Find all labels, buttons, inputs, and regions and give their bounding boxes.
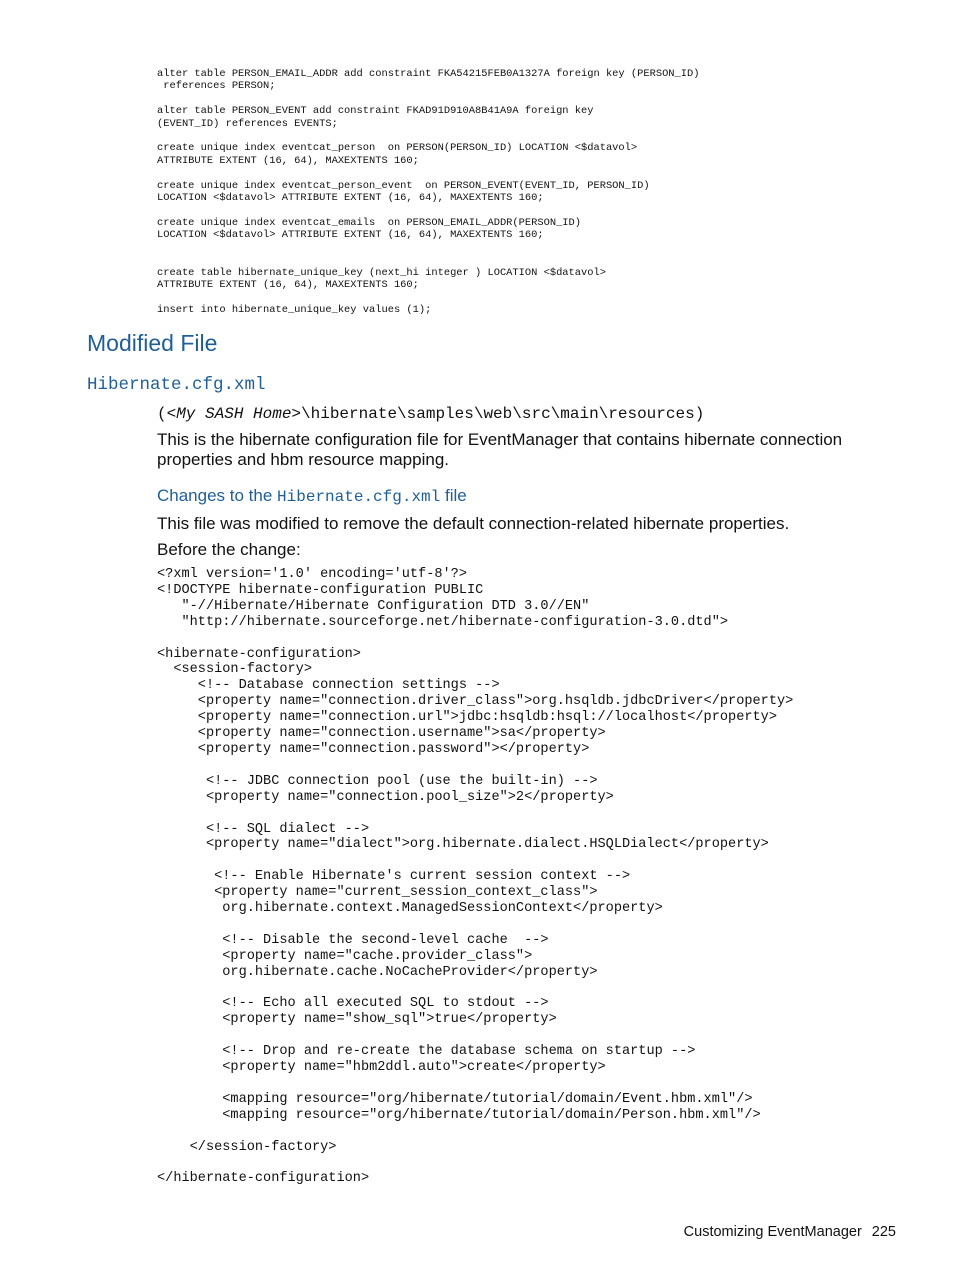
file-description: This is the hibernate configuration file for EventManager that contains hibernate connection properties and hbm resource mapping. bbox=[157, 430, 843, 469]
sql-code-block: alter table PERSON_EMAIL_ADDR add constraint FKA54215FEB0A1327A foreign key (PERSON_ID) references PERSON; alter table PERSON_EVENT add constraint FKAD91D910A8B41A9A foreign key (EVENT_ID) references EVENTS; create unique index eventcat_person on PERSON(PERSON_ID) LOCATION <$datavol> ATTRIBUTE EXTENT (16, 64), MAXEXTENTS 160; create unique index eventcat_person_event on PERSON_EVENT(EVENT_ID, PERSON_ID) LOCATION <$datavol> ATTRIBUTE EXTENT (16, 64), MAXEXTENTS 160; create unique index eventcat_emails on PERSON_EMAIL_ADDR(PERSON_ID) LOCATION <$datavol> ATTRIBUTE EXTENT (16, 64), MAXEXTENTS 160; create table hibernate_unique_key (next_hi integer ) LOCATION <$datavol> ATTRIBUTE EXTENT (16, 64), MAXEXTENTS 160; insert into hibernate_unique_key values (1); bbox=[157, 68, 700, 316]
changes-description: This file was modified to remove the default connection-related hibernate properties. bbox=[157, 514, 790, 533]
changes-heading bbox=[157, 485, 467, 508]
path-home: My SASH Home bbox=[176, 405, 292, 423]
changes-heading-prefix: Changes to the bbox=[157, 486, 278, 505]
footer-page-number: 225 bbox=[871, 1224, 896, 1240]
file-path bbox=[157, 404, 704, 424]
footer-chapter: Customizing EventManager bbox=[683, 1224, 862, 1240]
file-heading: Hibernate.cfg.xml bbox=[87, 375, 266, 395]
changes-heading-suffix: file bbox=[440, 486, 467, 505]
changes-heading-file: Hibernate.cfg.xml bbox=[277, 488, 441, 506]
path-open: (< bbox=[157, 405, 177, 423]
xml-code-block: <?xml version='1.0' encoding='utf-8'?> <!DOCTYPE hibernate-configuration PUBLIC "-//Hibernate/Hibernate Configuration DTD 3.0//EN" "http://hibernate.sourceforge.net/hibernate-configuration-3.0.dtd"> <hibernate-configuration> <session-factory> <!-- Database connection settings --> <property name="connection.driver_class">org.hsqldb.jdbcDriver</property> <property name="connection.url">jdbc:hsqldb:hsql://localhost</property> <property name="connection.username">sa</property> <property name="connection.password"></property> <!-- JDBC connection pool (use the built-in) --> <property name="connection.pool_size">2</property> <!-- SQL dialect --> <property name="dialect">org.hibernate.dialect.HSQLDialect</property> <!-- Enable Hibernate's current session context --> <property name="current_session_context_class"> org.hibernate.context.ManagedSessionContext</property> <!-- Disable the second-level cache --> <property name="cache.provider_class"> org.hibernate.cache.NoCacheProvider</property> <!-- Echo all executed SQL to stdout --> <property name="show_sql">true</property> <!-- Drop and re-create the database schema on startup --> <property name="hbm2ddl.auto">create</property> <mapping resource="org/hibernate/tutorial/domain/Event.hbm.xml"/> <mapping resource="org/hibernate/tutorial/domain/Person.hbm.xml"/> </session-factory> </hibernate-configuration> bbox=[157, 567, 794, 1187]
page-footer bbox=[684, 1222, 896, 1242]
path-rest: >\hibernate\samples\web\src\main\resources) bbox=[291, 405, 705, 423]
section-heading: Modified File bbox=[87, 330, 218, 356]
before-change-label: Before the change: bbox=[157, 540, 301, 559]
